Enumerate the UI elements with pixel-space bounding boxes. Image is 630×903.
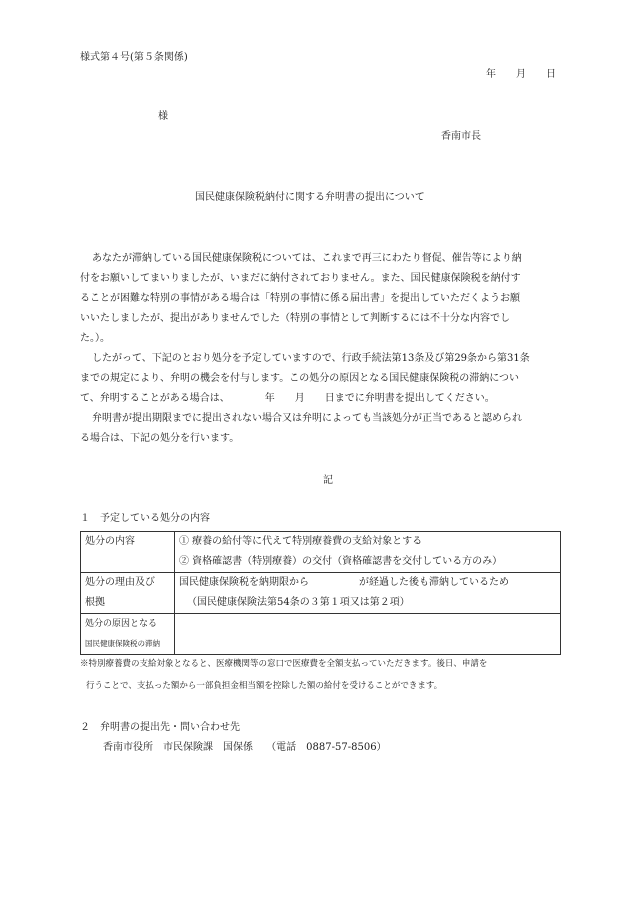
row1-item1: ① 療養の給付等に代えて特別療養費の支給対象とする [179, 536, 423, 547]
section1-heading: １ 予定している処分の内容 [80, 513, 210, 524]
row3-value [179, 614, 556, 634]
body-line: る場合は、下記の処分を行います。 [80, 433, 240, 444]
body-line: までの規定により、弁明の機会を付与します。この処分の原因となる国民健康保険税の滞納につい [80, 373, 519, 384]
body-line: た。）。 [80, 333, 110, 344]
addressee-suffix: 様 [158, 111, 168, 122]
ki-heading: 記 [323, 475, 333, 486]
body-line: したがって、下記のとおり処分を予定していますので、行政手続法第13条及び第29条から第31条 [92, 353, 530, 364]
section2-heading: ２ 弁明書の提出先・問い合わせ先 [80, 722, 240, 733]
body-line: いいたしましたが、提出がありませんでした（特別の事情として判断するには不十分な内容でし [80, 313, 510, 324]
table-value-cell [175, 532, 561, 573]
row2-value-line1: 国民健康保険税を納期限から が経過した後も滞納しているため [179, 577, 509, 588]
row3-label-line2: 国民健康保険税の滞納 [85, 639, 160, 648]
table-row [81, 573, 561, 614]
table-label-cell [81, 614, 175, 655]
body-line: 付をお願いしてまいりましたが、いまだに納付されておりません。また、国民健康保険税を納付す [80, 273, 521, 284]
table-row [81, 614, 561, 655]
sender: 香南市長 [441, 131, 481, 142]
body-line: あなたが滞納している国民健康保険税については、これまで再三にわたり督促、催告等により納 [92, 253, 522, 264]
form-id: 様式第４号(第５条関係) [80, 52, 188, 63]
body-line: 弁明書が提出期限までに提出されない場合又は弁明によっても当該処分が正当であると認められ [92, 413, 522, 424]
table-label-cell [81, 532, 175, 573]
note-line: ※特別療養費の支給対象となると、医療機関等の窓口で医療費を全額支払っていただきます。後日、申請を [80, 659, 488, 669]
row1-item2: ② 資格確認書（特別療養）の交付（資格確認書を交付している方のみ） [179, 556, 503, 567]
row3-label-line1: 処分の原因となる [85, 619, 158, 629]
body-line: ることが困難な特別の事情がある場合は「特別の事情に係る届出書」を提出していただくようお願 [80, 293, 520, 304]
row2-label-line1: 処分の理由及び [85, 577, 155, 588]
body-line: て、弁明することがある場合は、 年 月 日までに弁明書を提出してください。 [80, 393, 495, 404]
note-line: 行うことで、支払った額から一部負担金相当額を控除した額の給付を受けることができます。 [86, 681, 443, 691]
table-label-cell [81, 573, 175, 614]
date-line: 年 月 日 [486, 69, 556, 80]
document-title: 国民健康保険税納付に関する弁明書の提出について [195, 192, 425, 203]
disposition-table [80, 531, 561, 655]
row2-label-line2: 根拠 [85, 597, 105, 608]
table-value-cell [175, 614, 561, 655]
table-row [81, 532, 561, 573]
table-value-cell [175, 573, 561, 614]
row2-value-line2: （国民健康保険法第54条の３第１項又は第２項） [187, 597, 410, 608]
contact-info: 香南市役所 市民保険課 国保係 （電話 0887-57-8506） [103, 742, 387, 753]
row1-label: 処分の内容 [85, 536, 135, 547]
